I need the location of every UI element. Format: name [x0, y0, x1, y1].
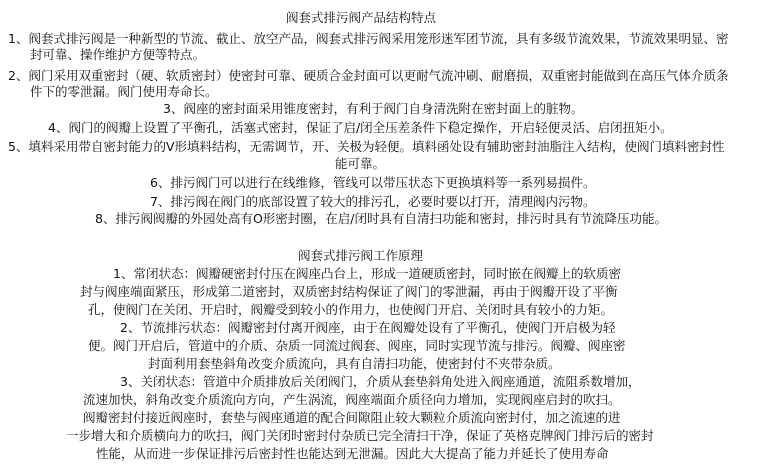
section1-line-6: 4、阀门的阀瓣上设置了平衡孔，活塞式密封，保证了启/闭全压差条件下稳定操作，开启轻便灵活、启闭扭矩小。: [48, 120, 673, 135]
section1-title: 阀套式排污阀产品结构特点: [286, 10, 437, 25]
section2-line-4: 2、节流排污状态：阀瓣密封付离开阀座，由于在阀瓣处设有了平衡孔，使阀门开启极为轻: [120, 320, 616, 335]
section2-line-6: 封面利用套垫斜角改变介质流向，具有自清扫功能，使密封付不夹带杂质。: [148, 356, 561, 371]
section2-title: 阀套式排污阀工作原理: [298, 248, 424, 263]
section2-line-8: 流速加快，斜角改变介质流向方向，产生涡流，阀座端面介质径向力增加，实现阀座启封的吹扫。: [83, 392, 621, 407]
section2-line-5: 便。阀门开启后，管道中的介质、杂质一同流过阀套、阀座，同时实现节流与排污。阀瓣、阀座密: [88, 338, 626, 353]
section1-line-1: 1、阀套式排污阀是一种新型的节流、截止、放空产品，阀套式排污阀采用笼形迷军团节流，具有多级节流效果，节流效果明显、密: [8, 31, 729, 46]
section2-line-10: 一步增大和介质横向力的吹扫，阀门关闭时密封付杂质已完全清扫干净，保证了英格克牌阀门排污后的密封: [66, 428, 654, 443]
section2-line-2: 封与阀座端面紧压，形成第二道密封，双质密封结构保证了阀门的零泄漏，再由于阀瓣开设了平衡: [80, 284, 618, 299]
section2-line-3: 孔，使阀门在关闭、开启时，阀瓣受到较小的作用力，也使阀门开启、关闭时具有较小的力矩。: [88, 302, 614, 317]
section1-line-3: 2、阀门采用双重密封（硬、软质密封）使密封可靠、硬质合金封面可以更耐气流冲刷、耐磨损，双重密封能做到在高压气体介质条: [8, 68, 729, 83]
section2-line-7: 3、关闭状态：管道中介质排放后关闭阀门，介质从套垫斜角处进入阀座通道，流阻系数增加，: [120, 374, 641, 389]
section2-line-1: 1、常闭状态：阀瓣硬密封付压在阀座凸台上，形成一道硬质密封，同时嵌在阀瓣上的软质密: [113, 266, 621, 281]
section1-line-7: 5、填料采用带自密封能力的V形填料结构，无需调节，开、关极为轻便。填料函处设有辅助密封油脂注入结构，使阀门填料密封性: [8, 139, 725, 154]
section2-line-11: 性能，从而进一步保证排污后密封性也能达到无泄漏。因此大大提高了能力并延长了使用寿命: [96, 446, 609, 461]
section2-line-9: 阀瓣密封付接近阀座时，套垫与阀座通道的配合间隙阻止较大颗粒介质流向密封付，加之流速的进: [83, 410, 621, 425]
section1-line-2: 封可靠、操作维护方便等特点。: [30, 47, 206, 62]
section1-line-11: 8、排污阀阀瓣的外园处高有O形密封圈，在启/闭时具有自清扫功能和密封，排污时具有节流降压功能。: [95, 211, 668, 226]
section1-line-4: 件下的零泄漏。阀门使用寿命长。: [30, 84, 218, 99]
section1-line-8: 能可靠。: [335, 156, 386, 171]
section1-line-9: 6、排污阀门可以进行在线维修，管线可以带压状态下更换填料等一系列易损件。: [150, 175, 596, 190]
section1-line-5: 3、阀座的密封面采用锥度密封，有利于阀门自身清洗附在密封面上的脏物。: [163, 101, 584, 116]
section1-line-10: 7、排污阀在阀门的底部设置了较大的排污孔，必要时要以打开，清理阀内污物。: [150, 194, 596, 209]
